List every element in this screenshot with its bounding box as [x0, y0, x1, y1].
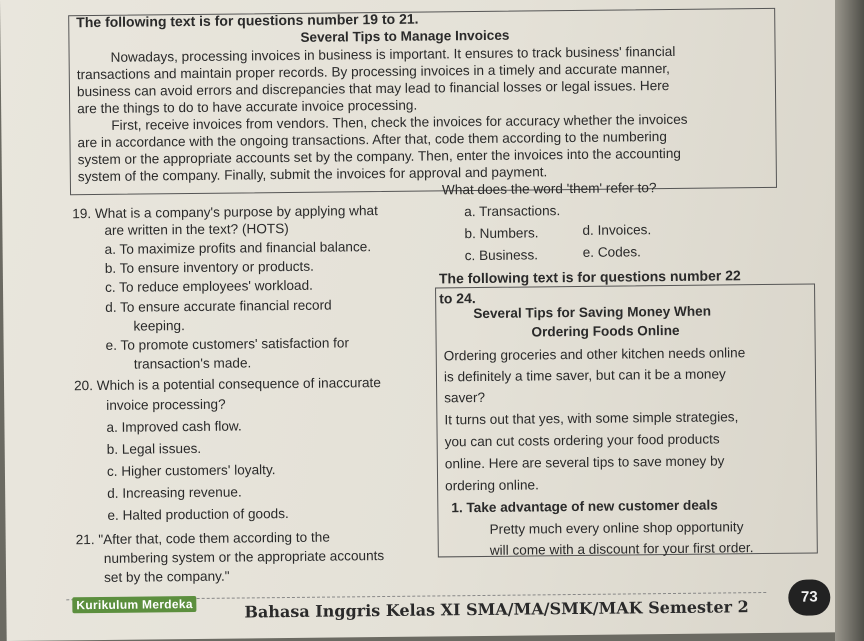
passage1-line: business can avoid errors and discrepancies that may lead to financial losses or legal issues. Here	[76, 77, 670, 100]
passage2-line: online. Here are several tips to save money by	[444, 453, 725, 472]
q19-option-e-cont: transaction's made.	[133, 355, 252, 372]
q19-option-e: e. To promote customers' satisfaction for	[105, 335, 350, 353]
q21-option-d: d. Invoices.	[582, 222, 652, 238]
passage2-line: It turns out that yes, with some simple strategies,	[444, 409, 739, 428]
question-19: 19. What is a company's purpose by applying what	[72, 203, 378, 222]
question-19-cont: are written in the text? (HOTS)	[104, 220, 289, 238]
book-title: Bahasa Inggris Kelas XI SMA/MA/SMK/MAK Semester 2	[244, 597, 749, 622]
passage2-title: Several Tips for Saving Money When	[473, 303, 712, 322]
q19-option-d: d. To ensure accurate financial record	[105, 297, 332, 315]
curriculum-logo: Kurikulum Merdeka	[72, 596, 197, 613]
tip1-title: 1. Take advantage of new customer deals	[451, 497, 718, 516]
passage1-line: system of the company. Finally, submit the invoices for approval and payment.	[77, 164, 548, 185]
passage2-line: ordering online.	[445, 477, 539, 494]
passage2-line: Ordering groceries and other kitchen needs online	[443, 345, 746, 364]
question-21-cont: numbering system or the appropriate accounts	[103, 548, 385, 566]
passage2-title-cont: Ordering Foods Online	[531, 322, 680, 340]
page-number: 73	[788, 579, 830, 615]
passage1-line: First, receive invoices from vendors. Then, check the invoices for accuracy whether the invoices	[111, 111, 688, 133]
passage1-line: Nowadays, processing invoices in business is important. It ensures to track business' financial	[110, 43, 676, 65]
q21-prompt: What does the word 'them' refer to?	[441, 180, 657, 198]
q20-option-d: d. Increasing revenue.	[107, 484, 242, 501]
tip1-line: Pretty much every online shop opportunity	[489, 519, 744, 537]
q20-option-c: c. Higher customers' loyalty.	[106, 462, 276, 479]
passage1-line: are the things to do to have accurate invoice processing.	[77, 97, 418, 117]
section-header: The following text is for questions number 19 to 21.	[76, 10, 419, 31]
q21-option-b: b. Numbers.	[464, 225, 539, 242]
q21-option-e: e. Codes.	[582, 244, 641, 260]
section-header-2-cont: to 24.	[439, 290, 476, 307]
page-edge-shadow	[835, 0, 864, 641]
q19-option-b: b. To ensure inventory or products.	[104, 258, 314, 276]
question-20-cont: invoice processing?	[106, 396, 226, 413]
question-21-cont: set by the company."	[103, 568, 230, 585]
passage1-line: system or the appropriate accounts set by the company. Then, enter the invoices into the accounting	[77, 145, 681, 168]
passage1-title: Several Tips to Manage Invoices	[300, 27, 510, 45]
passage1-line: are in accordance with the ongoing transactions. After that, code them according to the numbering	[77, 129, 667, 151]
passage1-line: transactions and maintain proper records. By processing invoices in a timely and accurate manner,	[76, 60, 670, 83]
q19-option-d-cont: keeping.	[133, 318, 185, 334]
q20-option-b: b. Legal issues.	[106, 440, 202, 457]
tip1-line: will come with a discount for your first order.	[489, 540, 754, 558]
q20-option-e: e. Halted production of goods.	[107, 506, 289, 523]
question-21: 21. "After that, code them according to the	[75, 529, 330, 548]
question-20: 20. Which is a potential consequence of inaccurate	[73, 375, 381, 394]
q21-option-c: c. Business.	[464, 247, 539, 264]
section-header-2: The following text is for questions number 22	[438, 267, 741, 287]
passage2-line: you can cut costs ordering your food products	[444, 431, 720, 450]
passage2-line: saver?	[444, 389, 486, 406]
q20-option-a: a. Improved cash flow.	[106, 418, 242, 435]
passage2-line: is definitely a time saver, but can it be a money	[443, 366, 726, 385]
q19-option-c: c. To reduce employees' workload.	[104, 277, 313, 295]
q19-option-a: a. To maximize profits and financial balance.	[104, 239, 372, 257]
q21-option-a: a. Transactions.	[464, 203, 561, 220]
